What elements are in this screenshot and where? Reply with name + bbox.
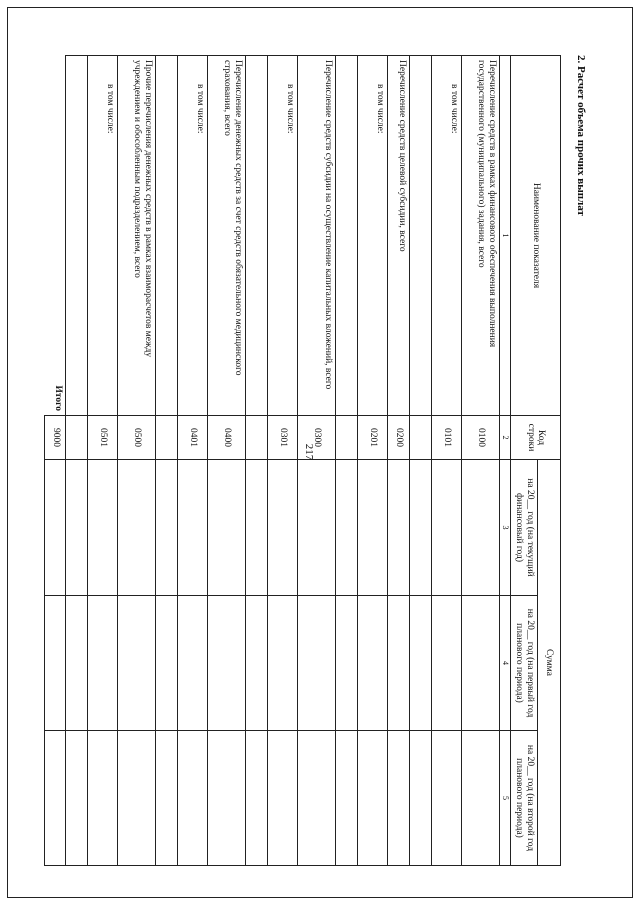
table-row: [118, 56, 156, 866]
row-name: в том числе:: [88, 56, 118, 416]
table-row: [388, 56, 410, 866]
column-number: 1: [500, 56, 511, 416]
row-name: [66, 56, 88, 416]
row-code: 0100: [462, 416, 500, 460]
row-value-cell: [298, 460, 336, 596]
row-value-cell: [88, 460, 118, 596]
row-value-cell: [118, 731, 156, 866]
row-value-cell: [66, 731, 88, 866]
row-value-cell: [66, 596, 88, 731]
table-row: [88, 56, 118, 866]
table-row: [268, 56, 298, 866]
page-number: 217: [303, 443, 315, 461]
row-code: [66, 416, 88, 460]
table-row: [432, 56, 462, 866]
row-value-cell: [432, 460, 462, 596]
row-value-cell: [246, 460, 268, 596]
row-value-cell: [246, 731, 268, 866]
table-row: [410, 56, 432, 866]
row-value-cell: [410, 460, 432, 596]
row-code: 0201: [358, 416, 388, 460]
row-value-cell: [178, 596, 208, 731]
row-code: 0401: [178, 416, 208, 460]
row-value-cell: [462, 596, 500, 731]
row-value-cell: [178, 460, 208, 596]
row-value-cell: [156, 731, 178, 866]
table-row: [358, 56, 388, 866]
row-value-cell: [336, 731, 358, 866]
total-value-current: [45, 460, 66, 596]
row-value-cell: [298, 731, 336, 866]
row-value-cell: [208, 596, 246, 731]
total-value-second: [45, 731, 66, 866]
row-value-cell: [268, 596, 298, 731]
row-value-cell: [246, 596, 268, 731]
row-value-cell: [358, 731, 388, 866]
table-row: [336, 56, 358, 866]
table-row: [178, 56, 208, 866]
row-value-cell: [358, 596, 388, 731]
rotated-sheet: [50, 55, 593, 865]
row-name: [410, 56, 432, 416]
row-value-cell: [462, 460, 500, 596]
table-row: [208, 56, 246, 866]
row-name: Прочие перечисления денежных средств в рамках взаиморасчетов между учреждением и обособленным подразделением, всего: [118, 56, 156, 416]
row-code: 0501: [88, 416, 118, 460]
row-name: в том числе:: [178, 56, 208, 416]
row-value-cell: [118, 596, 156, 731]
total-row: [45, 56, 66, 866]
column-number: 2: [500, 416, 511, 460]
row-code: 0200: [388, 416, 410, 460]
total-label: Итого: [53, 385, 64, 411]
row-code: 0400: [208, 416, 246, 460]
header-first-plan-year: на 20__ год (на первый год планового периода): [511, 596, 538, 731]
column-number: 4: [500, 596, 511, 731]
row-value-cell: [298, 596, 336, 731]
row-name: [156, 56, 178, 416]
row-name: в том числе:: [432, 56, 462, 416]
row-value-cell: [156, 460, 178, 596]
row-value-cell: [410, 596, 432, 731]
table-row: [298, 56, 336, 866]
row-value-cell: [208, 460, 246, 596]
row-value-cell: [88, 596, 118, 731]
table-row: [66, 56, 88, 866]
total-code: 9000: [45, 416, 66, 460]
row-value-cell: [88, 731, 118, 866]
row-value-cell: [118, 460, 156, 596]
row-value-cell: [388, 460, 410, 596]
row-value-cell: [336, 460, 358, 596]
row-name: Перечисление средств в рамках финансового обеспечения выполнения государственного (муниципального) задания, всего: [462, 56, 500, 416]
row-name: [336, 56, 358, 416]
row-code: [410, 416, 432, 460]
row-code: 0500: [118, 416, 156, 460]
row-value-cell: [208, 731, 246, 866]
row-value-cell: [268, 460, 298, 596]
payments-table: [44, 55, 561, 866]
row-code: 0301: [268, 416, 298, 460]
table-row: [246, 56, 268, 866]
row-code: [246, 416, 268, 460]
row-value-cell: [388, 731, 410, 866]
table-row: [462, 56, 500, 866]
row-value-cell: [462, 731, 500, 866]
row-name: Перечисление денежных средств за счет средств обязательного медицинского страхования, всего: [208, 56, 246, 416]
row-value-cell: [156, 596, 178, 731]
row-name: Перечисление средств субсидии на осуществление капитальных вложений, всего: [298, 56, 336, 416]
section-title: 2. Расчет объема прочих выплат: [575, 55, 587, 216]
header-sum: Сумма: [538, 460, 561, 866]
row-name: в том числе:: [358, 56, 388, 416]
row-value-cell: [66, 460, 88, 596]
header-code: Код строки: [511, 416, 561, 460]
header-current-year: на 20__ год (на текущий финансовый год): [511, 460, 538, 596]
row-name: [246, 56, 268, 416]
row-value-cell: [432, 596, 462, 731]
row-value-cell: [268, 731, 298, 866]
row-value-cell: [336, 596, 358, 731]
row-value-cell: [432, 731, 462, 866]
row-code: 0300: [298, 416, 336, 460]
row-value-cell: [388, 596, 410, 731]
header-name: Наименование показателя: [511, 56, 561, 416]
row-value-cell: [178, 731, 208, 866]
column-numbers-row: [500, 56, 511, 866]
row-code: 0101: [432, 416, 462, 460]
row-name: Перечисление средств целевой субсидии, всего: [388, 56, 410, 416]
column-number: 5: [500, 731, 511, 866]
row-code: [156, 416, 178, 460]
table-row: [156, 56, 178, 866]
total-value-first: [45, 596, 66, 731]
row-code: [336, 416, 358, 460]
row-value-cell: [358, 460, 388, 596]
row-value-cell: [410, 731, 432, 866]
row-name: в том числе:: [268, 56, 298, 416]
column-number: 3: [500, 460, 511, 596]
header-second-plan-year: на 20__ год (на второй год планового периода): [511, 731, 538, 866]
